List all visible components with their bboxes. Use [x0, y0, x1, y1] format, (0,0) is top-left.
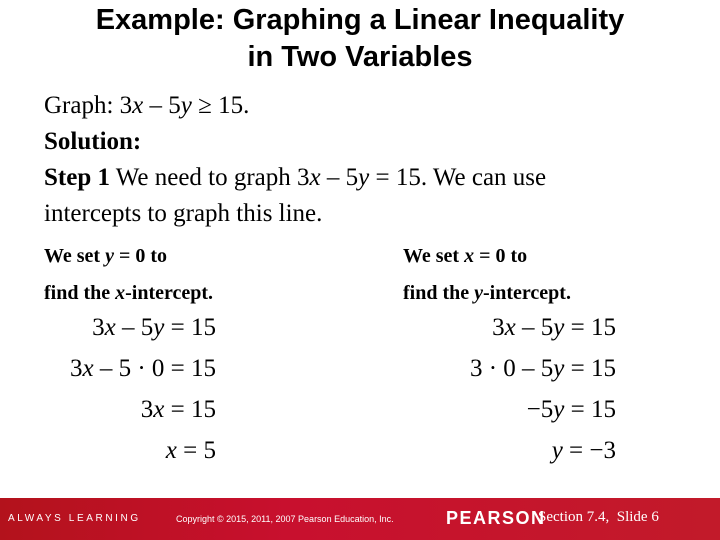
equation-line: y = −3	[551, 437, 616, 464]
y-intercept-caption: We set x = 0 to find the y-intercept.	[403, 245, 571, 304]
equation-line: 3x – 5y = 15	[92, 314, 216, 341]
slide-body	[44, 88, 684, 232]
equation-line: x = 5	[165, 437, 216, 464]
problem-statement: Graph: 3x – 5y ≥ 15.	[44, 92, 250, 119]
x-intercept-caption: We set y = 0 to find the x-intercept.	[44, 245, 214, 304]
title-line-2: in Two Variables	[247, 41, 473, 73]
always-learning-tagline: ALWAYS LEARNING	[8, 513, 141, 524]
equation-line: 3x – 5 · 0 = 15	[69, 355, 216, 382]
slide-title	[0, 2, 720, 76]
title-line-1: Example: Graphing a Linear Inequality	[95, 4, 625, 36]
equation-line: 3 · 0 – 5y = 15	[469, 355, 616, 382]
pearson-logo: PEARSON	[446, 508, 546, 528]
slide-number: Section 7.4, Slide 6	[538, 509, 659, 525]
x-intercept-equations	[70, 307, 216, 471]
footer-bar	[0, 498, 720, 540]
solution-label: Solution:	[44, 128, 142, 155]
copyright-notice: Copyright © 2015, 2011, 2007 Pearson Education, Inc.	[176, 514, 394, 524]
step-1-text-line-2: intercepts to graph this line.	[44, 200, 323, 227]
equation-line: −5y = 15	[526, 396, 616, 423]
y-intercept-equations	[470, 307, 616, 471]
equation-line: 3x – 5y = 15	[492, 314, 616, 341]
equation-line: 3x = 15	[140, 396, 216, 423]
step-1-text: Step 1 We need to graph 3x – 5y = 15. We can use	[44, 164, 547, 191]
